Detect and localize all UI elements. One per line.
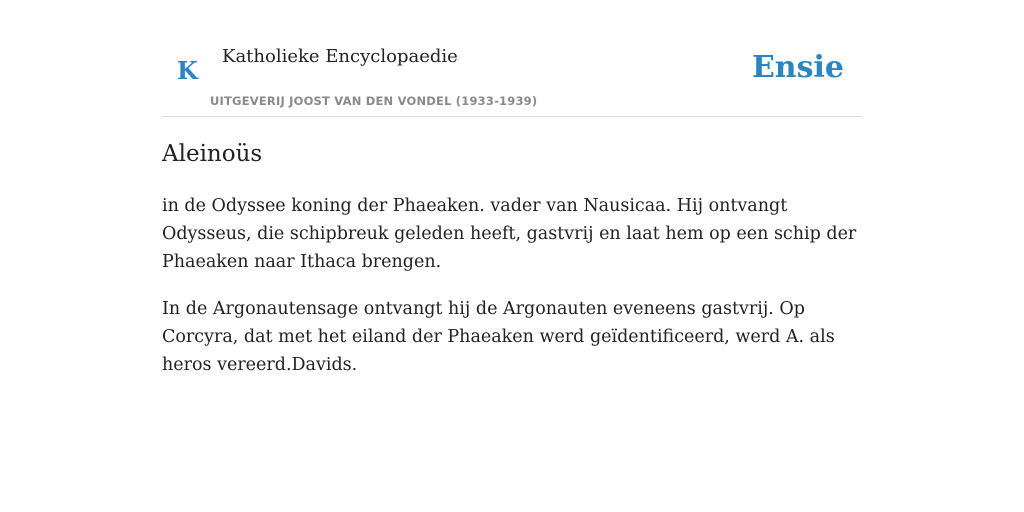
site-logo[interactable]: K bbox=[177, 56, 198, 85]
site-title-link[interactable]: Katholieke Encyclopaedie bbox=[222, 46, 458, 67]
ensie-brand-link[interactable]: Ensie bbox=[751, 50, 844, 85]
site-header bbox=[162, 40, 862, 117]
article-title: Aleinoüs bbox=[162, 141, 263, 167]
article-paragraph: In de Argonautensage ontvangt hij de Argonauten eveneens gastvrij. Op Corcyra, dat met het eiland der Phaeaken werd geïdentificeerd, werd A. als heros vereerd.Davids. bbox=[162, 299, 835, 375]
publisher-subtitle: UITGEVERIJ JOOST VAN DEN VONDEL (1933-1939) bbox=[210, 94, 538, 108]
article-paragraph: in de Odyssee koning der Phaeaken. vader van Nausicaa. Hij ontvangt Odysseus, die schipbreuk geleden heeft, gastvrij en laat hem op een schip der Phaeaken naar Ithaca brengen. bbox=[162, 196, 857, 272]
article bbox=[162, 138, 862, 379]
